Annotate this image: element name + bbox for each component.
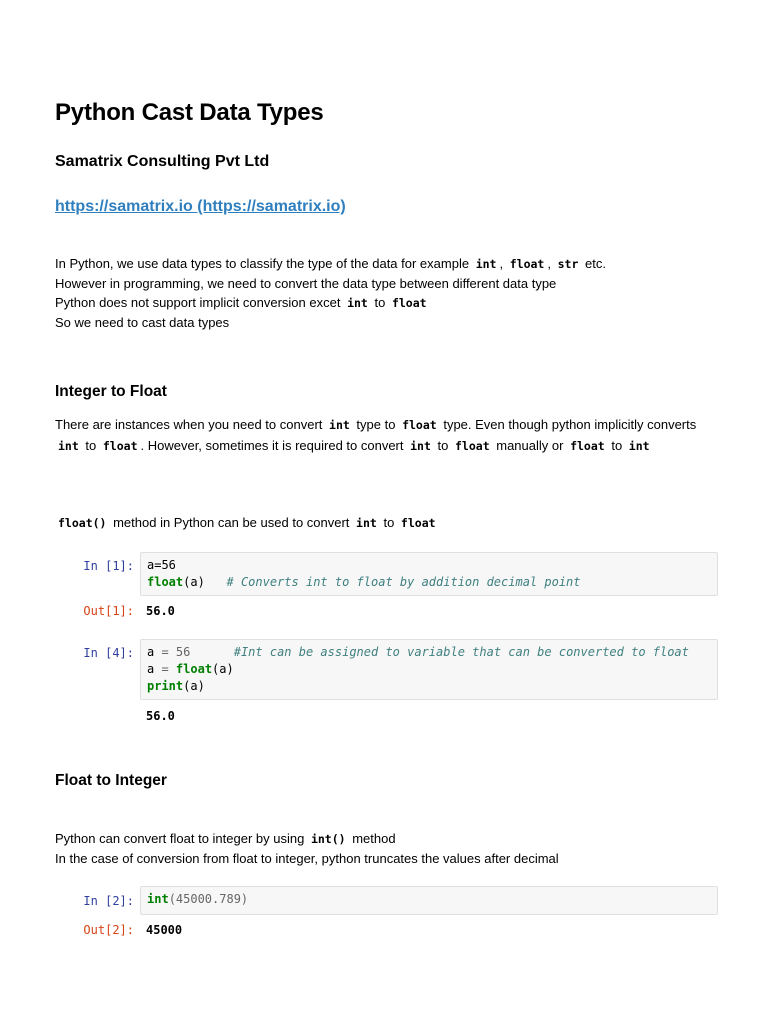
samatrix-link[interactable]: https://samatrix.io (https://samatrix.io) — [55, 198, 346, 215]
code-line — [147, 678, 711, 695]
inline-code: int — [329, 418, 350, 432]
inline-code: int — [475, 257, 497, 271]
intro-text: Python does not support implicit conversion excet — [55, 295, 341, 310]
intro-text: etc. — [585, 256, 606, 271]
code-operator: = — [161, 662, 169, 676]
inline-code: int — [410, 438, 431, 453]
code-line — [147, 661, 711, 678]
code-text: (a) — [183, 679, 205, 693]
code-builtin: float — [147, 575, 184, 589]
inline-code: int — [58, 438, 79, 453]
intro-line-1 — [55, 254, 606, 274]
code-line — [147, 891, 711, 908]
para-text: There are instances when you need to convert — [55, 417, 323, 432]
code-cell-3[interactable] — [140, 886, 718, 915]
para-text: . However, sometimes it is required to convert — [140, 437, 404, 453]
code-comment: # Converts int to float by addition decimal point — [226, 575, 581, 589]
code-builtin: float — [175, 662, 213, 676]
para-text: Python can convert float to integer by using — [55, 831, 305, 846]
intro-line-2: However in programming, we need to convert the data type between different data type — [55, 276, 557, 291]
cell-output-value: 45000 — [146, 923, 183, 937]
inline-code: float — [570, 438, 605, 453]
intro-text: to — [374, 295, 386, 310]
para-text: method — [352, 831, 396, 846]
inline-code: int — [356, 516, 377, 530]
page-title: Python Cast Data Types — [55, 99, 324, 126]
int-to-float-paragraph — [55, 415, 715, 456]
code-cell-1[interactable] — [140, 552, 718, 596]
code-operator: = — [161, 645, 169, 659]
inline-code: int — [628, 438, 650, 453]
section-heading-float-to-int: Float to Integer — [55, 772, 167, 789]
para-text: manually or — [496, 437, 564, 453]
code-number: (45000.789) — [168, 892, 249, 906]
para-text: to — [383, 515, 395, 530]
cell-output-prompt: Out[2]: — [83, 923, 134, 937]
cell-output-value: 56.0 — [146, 709, 175, 723]
company-name: Samatrix Consulting Pvt Ltd — [55, 153, 270, 170]
code-line: a=56 — [147, 558, 176, 572]
code-cell-2[interactable] — [140, 639, 718, 700]
cell-output-value: 56.0 — [146, 604, 175, 618]
inline-code: float — [391, 296, 427, 310]
intro-line-4: So we need to cast data types — [55, 315, 230, 330]
inline-code: int — [347, 296, 368, 310]
inline-code: float — [102, 438, 138, 453]
code-builtin: int — [147, 892, 169, 906]
inline-code: float() — [58, 516, 107, 530]
inline-code: float — [402, 418, 437, 432]
cell-input-prompt: In [4]: — [83, 646, 134, 660]
float-to-int-line-2: In the case of conversion from float to integer, python truncates the values after decimal — [55, 851, 559, 866]
para-text: method in Python can be used to convert — [113, 515, 350, 530]
para-text: to — [611, 437, 623, 453]
cell-input-prompt: In [1]: — [83, 559, 134, 573]
intro-text: In Python, we use data types to classify the type of the data for example — [55, 256, 470, 271]
inline-code: float — [400, 516, 436, 530]
cell-output-prompt: Out[1]: — [83, 604, 134, 618]
inline-code: int() — [310, 832, 346, 846]
para-text: to — [85, 437, 97, 453]
intro-text: , — [499, 256, 504, 271]
float-method-line — [55, 513, 439, 533]
para-text: type to — [356, 417, 396, 432]
inline-code: str — [557, 257, 579, 271]
code-line — [147, 644, 711, 661]
inline-code: float — [509, 257, 545, 271]
inline-code: float — [455, 438, 490, 453]
code-number: 56 — [168, 645, 191, 659]
float-to-int-line-1 — [55, 829, 396, 849]
code-line — [147, 574, 711, 591]
code-text: (a) — [183, 575, 205, 589]
code-text: a — [147, 662, 162, 676]
code-text: (a) — [212, 662, 234, 676]
section-heading-int-to-float: Integer to Float — [55, 383, 167, 400]
code-comment: #Int can be assigned to variable that can be converted to float — [233, 645, 689, 659]
intro-line-3 — [55, 293, 430, 313]
code-builtin: print — [147, 679, 184, 693]
code-text: a — [147, 645, 162, 659]
cell-input-prompt: In [2]: — [83, 894, 134, 908]
intro-text: , — [547, 256, 551, 271]
para-text: to — [437, 437, 449, 453]
para-text: type. Even though python implicitly converts — [443, 417, 697, 432]
